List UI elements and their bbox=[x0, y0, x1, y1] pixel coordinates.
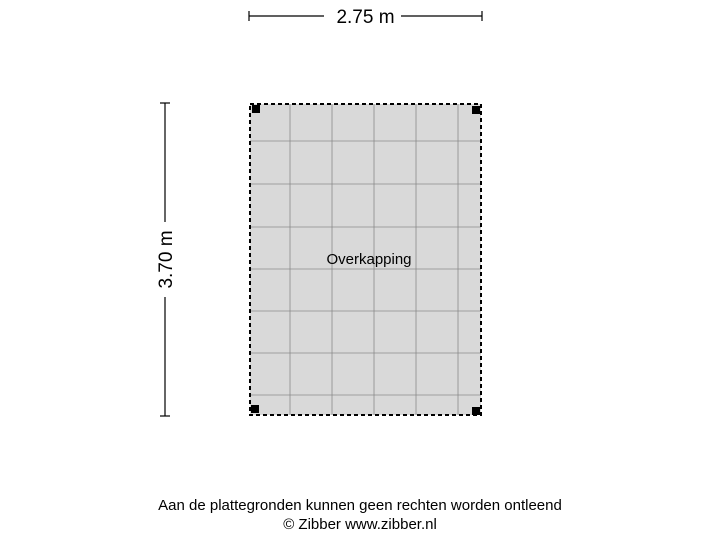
room-overkapping bbox=[250, 104, 481, 415]
height-dimension bbox=[156, 103, 177, 416]
height-dimension-label: 3.70 m bbox=[156, 230, 177, 289]
width-dimension-label: 2.75 m bbox=[336, 7, 395, 28]
footer-copyright: © Zibber www.zibber.nl bbox=[283, 516, 437, 533]
width-dimension bbox=[249, 7, 482, 28]
corner-post-bottom-left bbox=[251, 405, 259, 413]
corner-post-bottom-right bbox=[472, 407, 480, 415]
footer-disclaimer: Aan de plattegronden kunnen geen rechten worden ontleend bbox=[158, 497, 562, 514]
room-label: Overkapping bbox=[326, 251, 412, 268]
corner-post-top-right bbox=[472, 106, 480, 114]
corner-post-top-left bbox=[252, 105, 260, 113]
